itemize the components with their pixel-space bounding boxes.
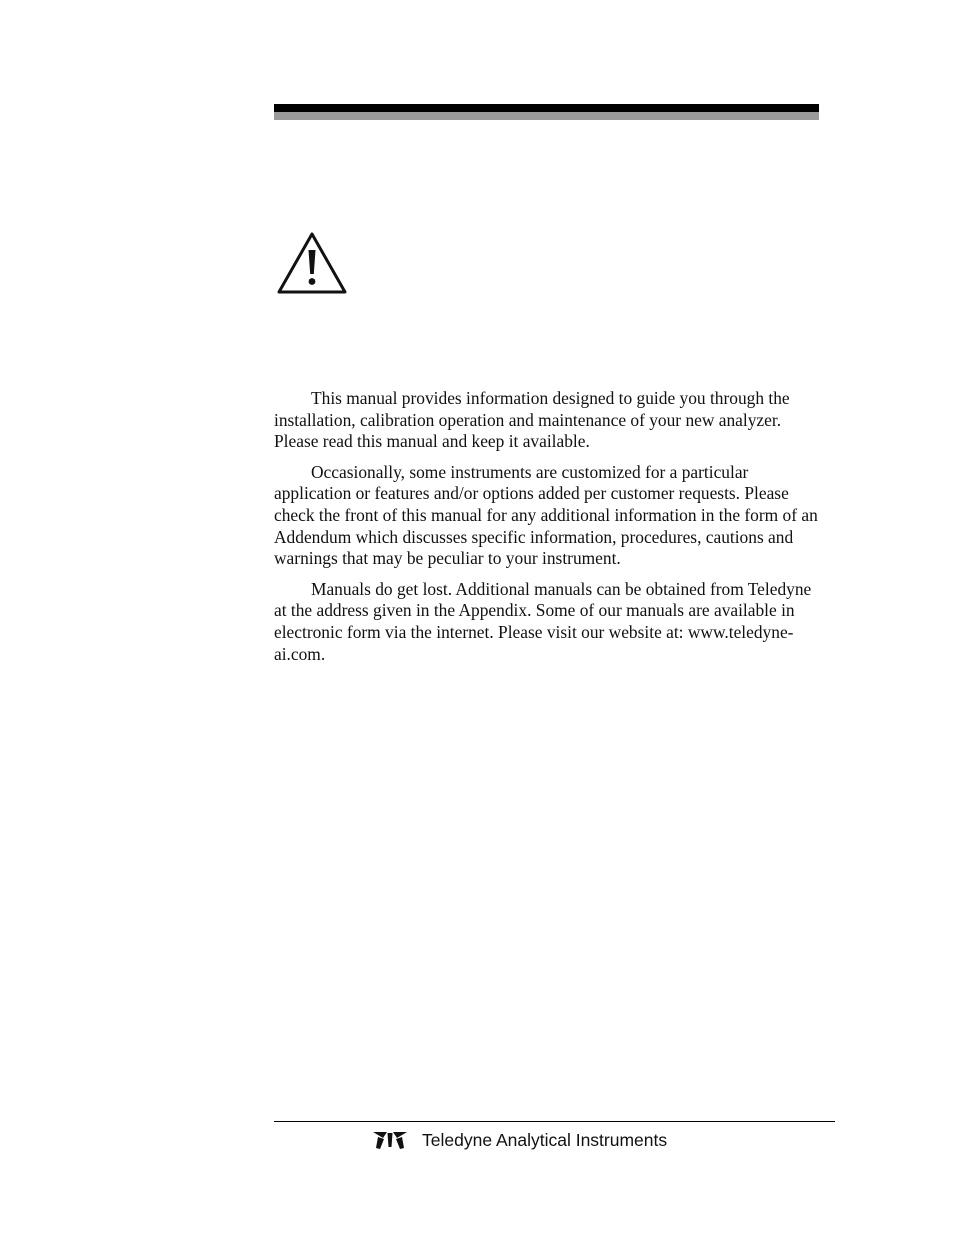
footer-company-name: Teledyne Analytical Instruments xyxy=(422,1129,668,1150)
manual-intro-text xyxy=(274,388,822,674)
paragraph-purpose: This manual provides information designed to guide you through the installation, calibration operation and maintenance of your new analyzer. Please read this manual and keep it available. xyxy=(274,388,790,452)
footer-rule xyxy=(274,1121,835,1122)
footer xyxy=(372,1127,667,1153)
paragraph-lost-manuals: Manuals do get lost. Additional manuals can be obtained from Teledyne at the address given in the Appendix. Some of our manuals are available in electronic form via the internet. Please visit our website at: www.teledyne-ai.com. xyxy=(274,578,812,664)
paragraph-customization: Occasionally, some instruments are customized for a particular application or features and/or options added per customer requests. Please check the front of this manual for any additional information in the form of an Addendum which discusses specific information, procedures, cautions and warnings that may be peculiar to your instrument. xyxy=(274,461,818,569)
teledyne-logo-icon xyxy=(372,1129,408,1151)
warning-triangle-icon xyxy=(276,230,348,296)
header-rule xyxy=(274,104,819,120)
header-rule-gray xyxy=(274,112,819,120)
header-rule-black xyxy=(274,104,819,112)
